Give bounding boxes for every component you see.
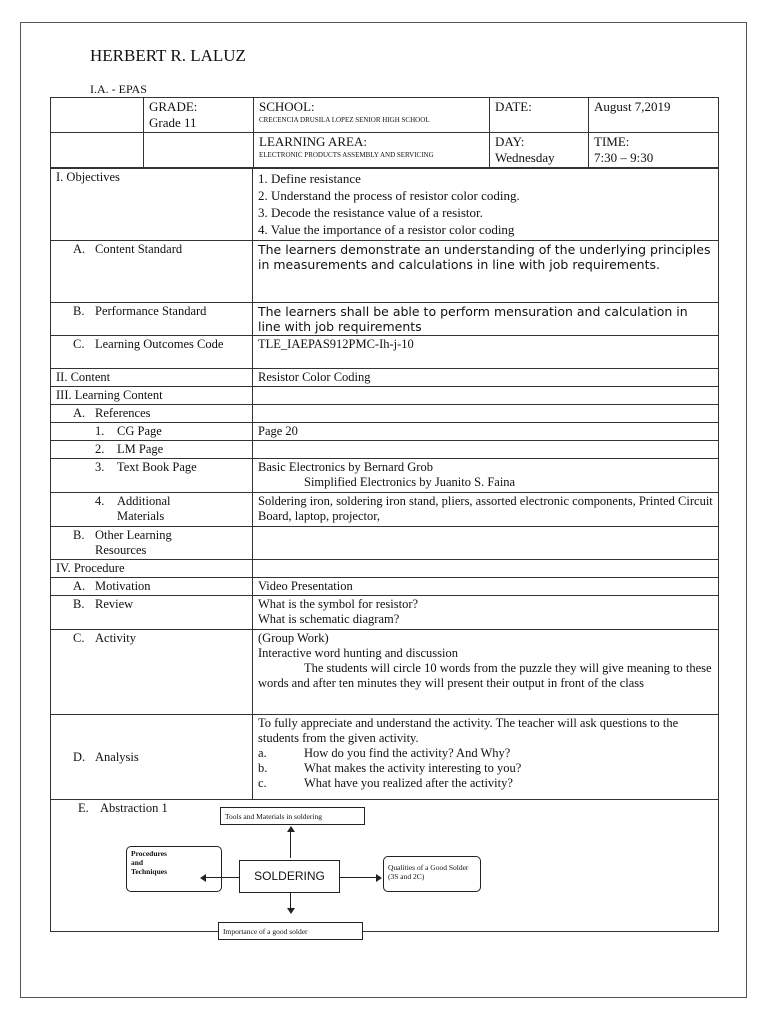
references-blank	[253, 405, 719, 423]
cg-page-num: 1.	[95, 424, 105, 438]
motivation-label-cell	[51, 578, 253, 596]
right-arrow-head	[376, 874, 382, 882]
tools-materials-box: Tools and Materials in soldering	[220, 807, 365, 825]
analysis-question-letter: a.	[258, 746, 267, 760]
time-cell	[589, 133, 719, 168]
down-arrow-line	[290, 893, 291, 909]
subject-code: I.A. - EPAS	[90, 82, 147, 96]
analysis-question	[258, 776, 713, 791]
cg-page-text: Page 20	[253, 423, 719, 441]
right-arrow-line	[340, 877, 376, 878]
review-label: Review	[95, 597, 134, 611]
additional-materials-label: Additional Materials	[117, 494, 171, 523]
motivation-letter: A.	[73, 579, 86, 593]
learning-content-blank	[253, 387, 719, 405]
qualities-box: Qualities of a Good Solder (3S and 2C)	[383, 856, 481, 892]
textbook-line-2: Simplified Electronics by Juanito S. Faina	[304, 475, 516, 489]
learning-content-label: III. Learning Content	[51, 387, 253, 405]
school-cell	[254, 98, 490, 133]
day-label: DAY:	[495, 134, 525, 149]
lm-page-label-cell	[51, 441, 253, 459]
objectives-label: I. Objectives	[51, 169, 253, 241]
analysis-label-cell	[51, 715, 253, 800]
school-value: CRECENCIA DRUSILA LOPEZ SENIOR HIGH SCHOOL	[259, 116, 430, 124]
date-value: August 7,2019	[589, 98, 719, 133]
lm-page-label: LM Page	[117, 442, 164, 456]
cg-page-label-cell	[51, 423, 253, 441]
author-name: HERBERT R. LALUZ	[90, 46, 246, 65]
procedure-label: IV. Procedure	[51, 560, 253, 578]
other-resources-text	[253, 527, 719, 560]
analysis-intro: To fully appreciate and understand the activity. The teacher will ask questions to the students from the given activity.	[258, 716, 679, 745]
up-arrow-line	[290, 832, 291, 858]
soldering-box: SOLDERING	[239, 860, 340, 893]
learning-area-cell	[254, 133, 490, 168]
additional-materials-label-cell	[51, 493, 253, 527]
performance-standard-label: Performance Standard	[95, 304, 207, 318]
learning-outcomes-label: Learning Outcomes Code	[95, 337, 224, 351]
up-arrow-head	[287, 826, 295, 832]
learning-area-value: ELECTRONIC PRODUCTS ASSEMBLY AND SERVICING	[259, 151, 434, 159]
analysis-question-text: What makes the activity interesting to you?	[304, 761, 522, 775]
analysis-letter: D.	[73, 749, 86, 764]
content-standard-text: The learners demonstrate an understanding of the underlying principles in measurements and calculations in line with job requirements.	[253, 241, 719, 303]
objective-item: 3. Decode the resistance value of a resistor.	[258, 205, 483, 220]
time-label: TIME:	[594, 134, 630, 149]
abstraction-row	[51, 800, 719, 932]
activity-label: Activity	[95, 631, 136, 645]
objective-item: 2. Understand the process of resistor color coding.	[258, 188, 520, 203]
cg-page-label: CG Page	[117, 424, 162, 438]
down-arrow-head	[287, 908, 295, 914]
analysis-question-letter: c.	[258, 776, 267, 790]
references-label-cell	[51, 405, 253, 423]
procedures-box	[126, 846, 222, 892]
procedure-blank	[253, 560, 719, 578]
abstraction-label-cell	[78, 801, 168, 816]
lm-page-num: 2.	[95, 442, 105, 456]
learning-area-label: LEARNING AREA:	[259, 134, 367, 149]
objective-item: 4. Value the importance of a resistor color coding	[258, 222, 515, 237]
performance-standard-letter: B.	[73, 304, 85, 318]
objective-item: 1. Define resistance	[258, 171, 361, 186]
review-line-2: What is schematic diagram?	[258, 612, 400, 626]
grade-cell	[144, 98, 254, 133]
additional-materials-num: 4.	[95, 494, 105, 508]
textbook-page-cell	[253, 459, 719, 493]
textbook-line-1: Basic Electronics by Bernard Grob	[258, 460, 433, 474]
procedures-text: Procedures and Techniques	[131, 849, 167, 876]
header-blank-cell-2	[51, 133, 144, 168]
activity-label-cell	[51, 630, 253, 715]
abstraction-label: Abstraction 1	[100, 801, 168, 815]
references-label: References	[95, 406, 151, 420]
learning-outcomes-code: TLE_IAEPAS912PMC-Ih-j-10	[253, 336, 719, 369]
performance-standard-text: The learners shall be able to perform mensuration and calculation in line with job requirements	[253, 303, 719, 336]
analysis-question	[258, 761, 713, 776]
motivation-label: Motivation	[95, 579, 151, 593]
analysis-label: Analysis	[95, 749, 139, 764]
grade-label: GRADE:	[149, 99, 198, 114]
review-label-cell	[51, 596, 253, 630]
activity-letter: C.	[73, 631, 85, 645]
left-arrow-line	[206, 877, 239, 878]
header-blank-cell	[51, 98, 144, 133]
header-table	[50, 97, 719, 168]
review-line-1: What is the symbol for resistor?	[258, 597, 419, 611]
abstraction-diagram	[51, 800, 718, 926]
objectives-list	[253, 169, 719, 241]
additional-materials-text: Soldering iron, soldering iron stand, pliers, assorted electronic components, Printed Circuit Board, laptop, projector,	[253, 493, 719, 527]
other-resources-label: Other Learning Resources	[95, 528, 172, 557]
analysis-cell	[253, 715, 719, 800]
content-standard-label: Content Standard	[95, 242, 183, 256]
time-value: 7:30 – 9:30	[594, 150, 654, 165]
analysis-question-text: What have you realized after the activity?	[304, 776, 513, 790]
date-label: DATE:	[490, 98, 589, 133]
importance-box: Importance of a good solder	[218, 922, 363, 940]
activity-line-1: (Group Work)	[258, 631, 329, 645]
motivation-text: Video Presentation	[253, 578, 719, 596]
day-value: Wednesday	[495, 150, 555, 165]
lm-page-text	[253, 441, 719, 459]
review-letter: B.	[73, 597, 85, 611]
left-arrow-head	[200, 874, 206, 882]
activity-line-3: The students will circle 10 words from the puzzle they will give meaning to these words and after ten minutes they will present their output in front of the class	[258, 661, 712, 690]
learning-outcomes-label-cell	[51, 336, 253, 369]
lesson-plan-table	[50, 168, 719, 932]
analysis-question-text: How do you find the activity? And Why?	[304, 746, 511, 760]
other-resources-letter: B.	[73, 528, 85, 542]
learning-outcomes-letter: C.	[73, 337, 85, 351]
textbook-page-label-cell	[51, 459, 253, 493]
abstraction-letter: E.	[78, 801, 89, 815]
content-standard-letter: A.	[73, 242, 86, 256]
textbook-page-num: 3.	[95, 460, 105, 474]
references-letter: A.	[73, 406, 86, 420]
textbook-page-label: Text Book Page	[117, 460, 197, 474]
day-cell	[490, 133, 589, 168]
content-standard-label-cell	[51, 241, 253, 303]
activity-line-2: Interactive word hunting and discussion	[258, 646, 458, 660]
performance-standard-label-cell	[51, 303, 253, 336]
content-label: II. Content	[51, 369, 253, 387]
activity-cell	[253, 630, 719, 715]
content-text: Resistor Color Coding	[253, 369, 719, 387]
school-label: SCHOOL:	[259, 99, 315, 114]
other-resources-label-cell	[51, 527, 253, 560]
analysis-question	[258, 746, 713, 761]
analysis-question-letter: b.	[258, 761, 268, 775]
review-cell	[253, 596, 719, 630]
header-blank-cell-3	[144, 133, 254, 168]
grade-value: Grade 11	[149, 115, 197, 130]
